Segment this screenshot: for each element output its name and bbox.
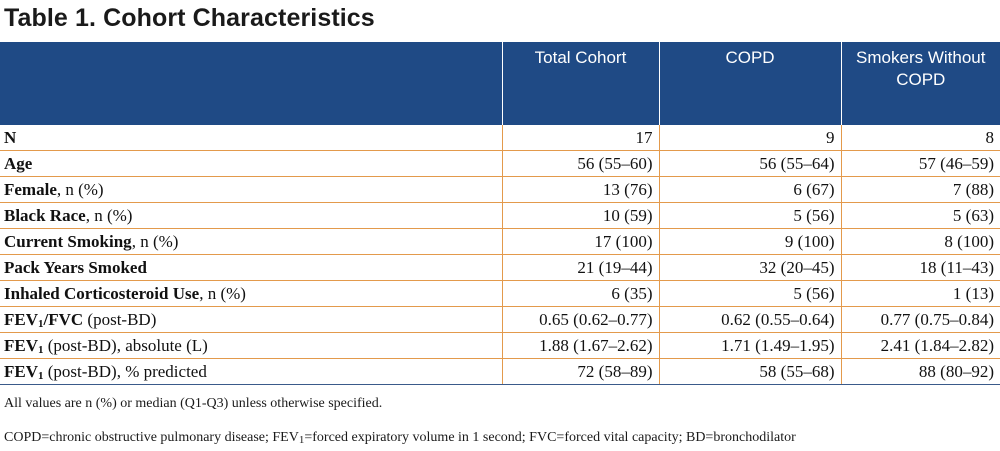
table-row — [0, 281, 1000, 307]
row-label-detail: (post-BD), % predicted — [43, 362, 207, 381]
row-label-detail: (post-BD) — [83, 310, 157, 329]
row-label — [0, 255, 502, 281]
row-label — [0, 359, 502, 385]
row-label-bold: FEV — [4, 362, 38, 381]
cell-smokers-without-copd: 2.41 (1.84–2.82) — [841, 333, 1000, 359]
cell-copd: 5 (56) — [659, 203, 841, 229]
table-header-row — [0, 42, 1000, 125]
cell-smokers-without-copd: 88 (80–92) — [841, 359, 1000, 385]
footnote-abbrev-subscript: 1 — [298, 434, 305, 446]
cell-total-cohort: 17 (100) — [502, 229, 659, 255]
row-label-subscript: 1 — [38, 318, 44, 330]
cell-copd: 32 (20–45) — [659, 255, 841, 281]
table-title: Table 1. Cohort Characteristics — [4, 4, 375, 32]
row-label-subscript: 1 — [38, 344, 44, 356]
table-row — [0, 333, 1000, 359]
cell-copd: 9 — [659, 125, 841, 151]
table-row — [0, 203, 1000, 229]
footnote-abbrev-part2: =forced expiratory volume in 1 second; FVC=forced vital capacity; BD=bronchodilator — [304, 430, 796, 445]
cell-total-cohort: 6 (35) — [502, 281, 659, 307]
table-row — [0, 177, 1000, 203]
header-smokers-without-copd: Smokers Without COPD — [841, 42, 1000, 125]
cell-total-cohort: 17 — [502, 125, 659, 151]
row-label-detail: , n (%) — [131, 232, 179, 251]
row-label-bold: N — [4, 128, 17, 147]
cell-smokers-without-copd: 5 (63) — [841, 203, 1000, 229]
table-row — [0, 359, 1000, 385]
cell-total-cohort: 72 (58–89) — [502, 359, 659, 385]
table-row — [0, 307, 1000, 333]
cell-smokers-without-copd: 1 (13) — [841, 281, 1000, 307]
table-row — [0, 229, 1000, 255]
row-label — [0, 177, 502, 203]
table-row — [0, 125, 1000, 151]
cohort-table — [0, 42, 1000, 385]
cell-smokers-without-copd: 0.77 (0.75–0.84) — [841, 307, 1000, 333]
cell-total-cohort: 56 (55–60) — [502, 151, 659, 177]
row-label — [0, 203, 502, 229]
cell-total-cohort: 13 (76) — [502, 177, 659, 203]
cell-copd: 58 (55–68) — [659, 359, 841, 385]
footnote-abbrev-part1: COPD=chronic obstructive pulmonary disease; FEV — [4, 430, 299, 445]
row-label-detail: , n (%) — [199, 284, 246, 303]
table-row — [0, 255, 1000, 281]
row-label-detail: (post-BD), absolute (L) — [43, 336, 208, 355]
row-label — [0, 229, 502, 255]
row-label — [0, 307, 502, 333]
footnote-abbreviations — [4, 430, 796, 446]
cell-smokers-without-copd: 18 (11–43) — [841, 255, 1000, 281]
header-copd: COPD — [659, 42, 841, 125]
row-label — [0, 151, 502, 177]
cell-total-cohort: 10 (59) — [502, 203, 659, 229]
cell-total-cohort: 0.65 (0.62–0.77) — [502, 307, 659, 333]
table-row — [0, 151, 1000, 177]
cell-copd: 9 (100) — [659, 229, 841, 255]
cell-copd: 6 (67) — [659, 177, 841, 203]
footnote-values: All values are n (%) or median (Q1-Q3) unless otherwise specified. — [4, 396, 383, 411]
row-label — [0, 333, 502, 359]
cell-total-cohort: 1.88 (1.67–2.62) — [502, 333, 659, 359]
row-label — [0, 281, 502, 307]
header-total-cohort: Total Cohort — [502, 42, 659, 125]
cell-copd: 0.62 (0.55–0.64) — [659, 307, 841, 333]
row-label-bold: Pack Years Smoked — [4, 258, 147, 277]
row-label-bold: Female — [4, 180, 57, 199]
cell-copd: 5 (56) — [659, 281, 841, 307]
header-blank — [0, 42, 502, 125]
cell-smokers-without-copd: 57 (46–59) — [841, 151, 1000, 177]
cell-total-cohort: 21 (19–44) — [502, 255, 659, 281]
row-label-bold: FEV — [4, 336, 38, 355]
row-label — [0, 125, 502, 151]
row-label-bold: Current Smoking — [4, 232, 132, 251]
row-label-bold: Inhaled Corticosteroid Use — [4, 284, 200, 303]
cell-copd: 1.71 (1.49–1.95) — [659, 333, 841, 359]
row-label-subscript: 1 — [38, 370, 44, 382]
row-label-bold-suffix: /FVC — [43, 310, 84, 329]
cell-smokers-without-copd: 8 (100) — [841, 229, 1000, 255]
row-label-bold: Age — [4, 154, 33, 173]
row-label-detail: , n (%) — [85, 206, 133, 225]
row-label-bold: Black Race — [4, 206, 86, 225]
cell-smokers-without-copd: 7 (88) — [841, 177, 1000, 203]
cell-copd: 56 (55–64) — [659, 151, 841, 177]
row-label-bold: FEV — [4, 310, 38, 329]
row-label-detail: , n (%) — [56, 180, 104, 199]
cell-smokers-without-copd: 8 — [841, 125, 1000, 151]
